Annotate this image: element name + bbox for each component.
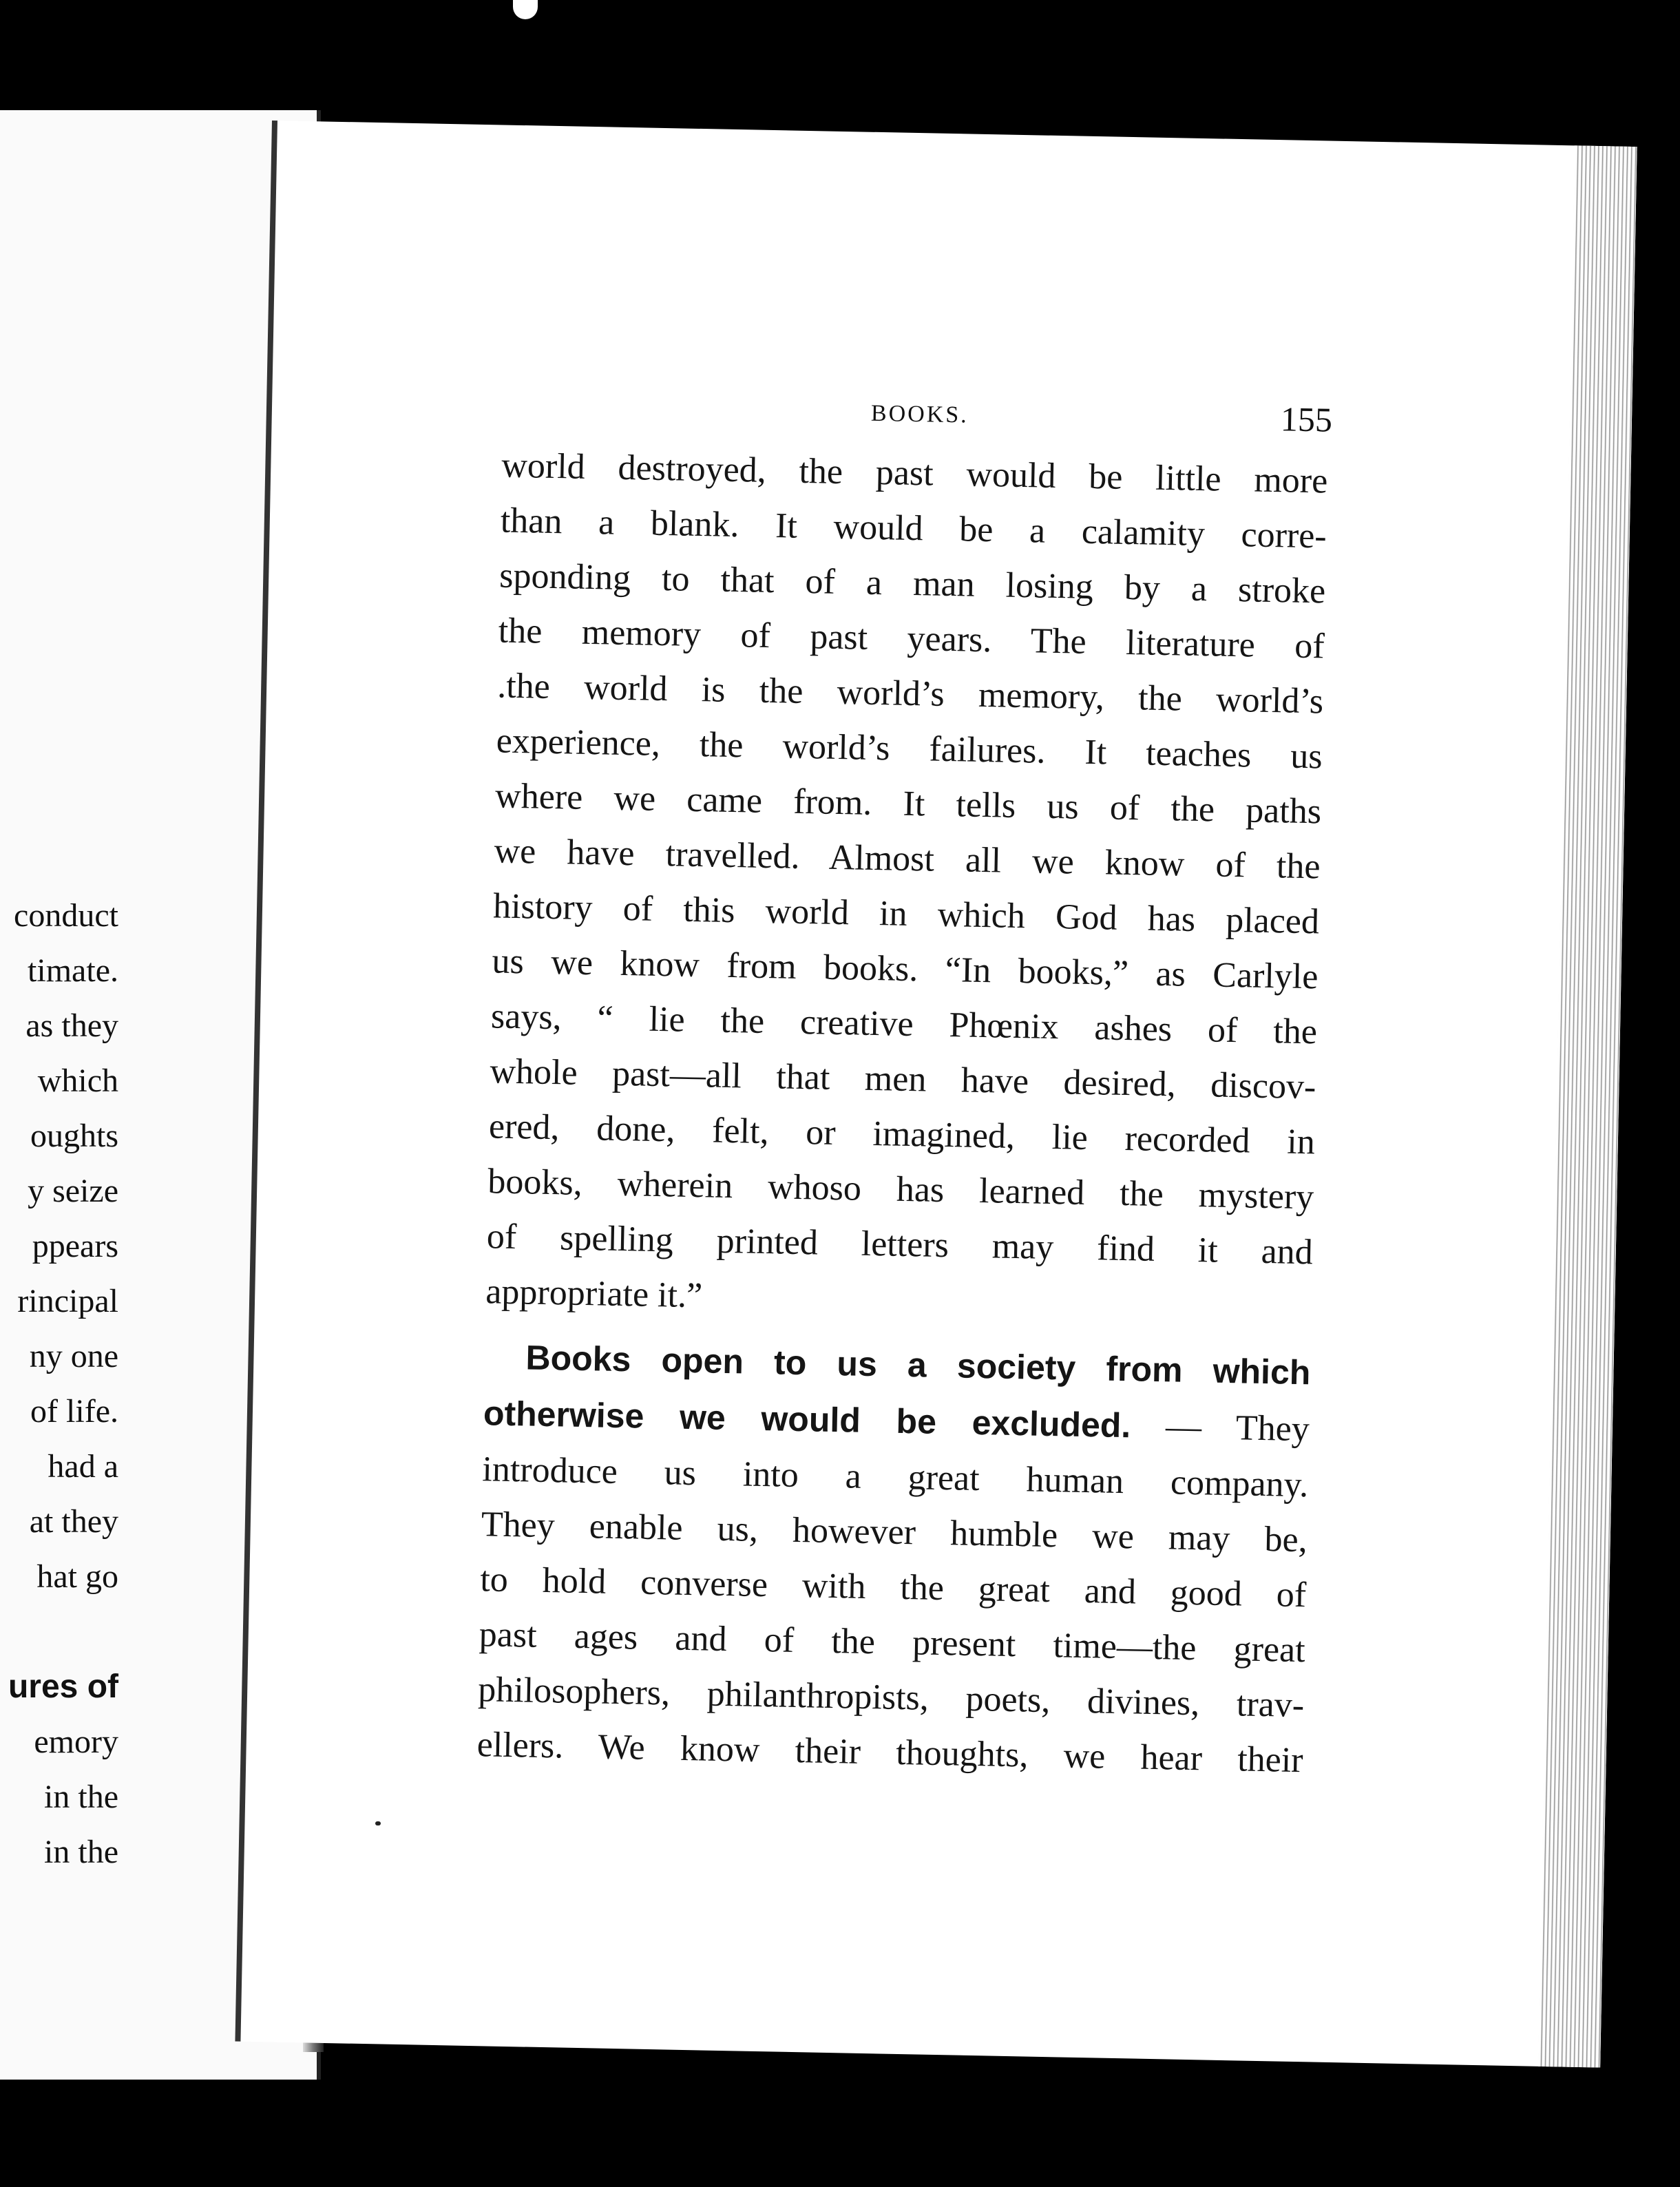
paragraph-1 <box>485 439 1328 1336</box>
paragraph-1-line-3: sponding to that of a man losing by a stroke <box>498 556 1326 611</box>
previous-page-line-2: timate. <box>28 952 118 989</box>
paragraph-1-line-8: we have travelled. Almost all we know of the <box>494 831 1321 887</box>
scan-speck <box>375 1821 381 1825</box>
paragraph-1-line-15: of spelling printed letters may find it and <box>486 1217 1314 1273</box>
paragraph-1-line-6: experience, the world’s failures. It teaches us <box>496 721 1323 777</box>
section-heading-line-1: Books open to us a society from which <box>525 1338 1311 1392</box>
previous-page-line-9: ny one <box>29 1338 118 1374</box>
previous-page-line-1: conduct <box>14 897 118 934</box>
previous-page-line-4: which <box>37 1063 118 1099</box>
running-head: BOOKS. <box>870 400 969 428</box>
previous-page-line-5: oughts <box>30 1118 118 1154</box>
previous-page-tail-line-3: in the <box>44 1834 118 1870</box>
paragraph-2-line-3: to hold converse with the great and good of <box>479 1560 1307 1615</box>
page-number: 155 <box>1280 399 1333 439</box>
previous-page-line-7: ppears <box>32 1228 118 1264</box>
body-text <box>476 439 1328 1789</box>
paragraph-2-line-6: ellers. We know their thoughts, we hear their <box>476 1725 1304 1781</box>
previous-page-heading-fragment-1: ures of <box>8 1668 118 1705</box>
previous-page-line-6: y seize <box>28 1173 118 1209</box>
paragraph-2-line-5: philosophers, philanthropists, poets, divines, trav- <box>477 1670 1305 1726</box>
paragraph-1-line-5: .the world is the world’s memory, the world’s <box>496 666 1324 722</box>
paragraph-2 <box>476 1442 1309 1788</box>
previous-page-tail-line-1: emory <box>34 1724 118 1760</box>
paragraph-1-line-4: the memory of past years. The literature of <box>498 611 1325 667</box>
previous-page-line-12: at they <box>29 1503 118 1540</box>
previous-page-line-13: hat go <box>36 1558 118 1595</box>
previous-page-line-8: rincipal <box>17 1283 118 1319</box>
section-heading-tail: — They <box>1130 1406 1310 1450</box>
previous-page-line-11: had a <box>48 1448 118 1485</box>
paragraph-2-line-4: past ages and of the present time—the great <box>479 1615 1306 1671</box>
scan-dust-mark <box>513 0 538 19</box>
previous-page-tail-line-2: in the <box>44 1779 118 1815</box>
paragraph-1-line-7: where we came from. It tells us of the paths <box>494 776 1322 832</box>
paragraph-1-line-13: ered, done, felt, or imagined, lie recorded in <box>488 1107 1316 1162</box>
section-heading-text: otherwise we would be excluded. <box>483 1394 1131 1445</box>
section-heading-paragraph <box>483 1329 1311 1458</box>
paragraph-2-line-1: introduce us into a great human company. <box>481 1450 1309 1505</box>
paragraph-1-line-9: history of this world in which God has placed <box>492 886 1320 942</box>
current-page <box>235 121 1637 2068</box>
paragraph-1-line-16: appropriate it.” <box>485 1272 703 1316</box>
page-edges <box>1538 145 1637 2067</box>
paragraph-1-line-12: whole past—all that men have desired, discov- <box>490 1051 1316 1107</box>
previous-page-line-3: as they <box>25 1007 118 1044</box>
paragraph-1-line-10: us we know from books. “In books,” as Carlyle <box>492 941 1319 997</box>
previous-page-line-10: of life. <box>30 1393 118 1430</box>
paragraph-1-line-11: says, “ lie the creative Phœnix ashes of the <box>490 996 1318 1052</box>
paragraph-1-line-14: books, wherein whoso has learned the mystery <box>487 1162 1314 1217</box>
paragraph-1-line-2: than a blank. It would be a calamity corre- <box>500 501 1327 556</box>
previous-page-text-fragments <box>0 888 118 1880</box>
paragraph-1-line-1: world destroyed, the past would be little more <box>501 446 1328 501</box>
paragraph-2-line-2: They enable us, however humble we may be, <box>481 1505 1308 1560</box>
